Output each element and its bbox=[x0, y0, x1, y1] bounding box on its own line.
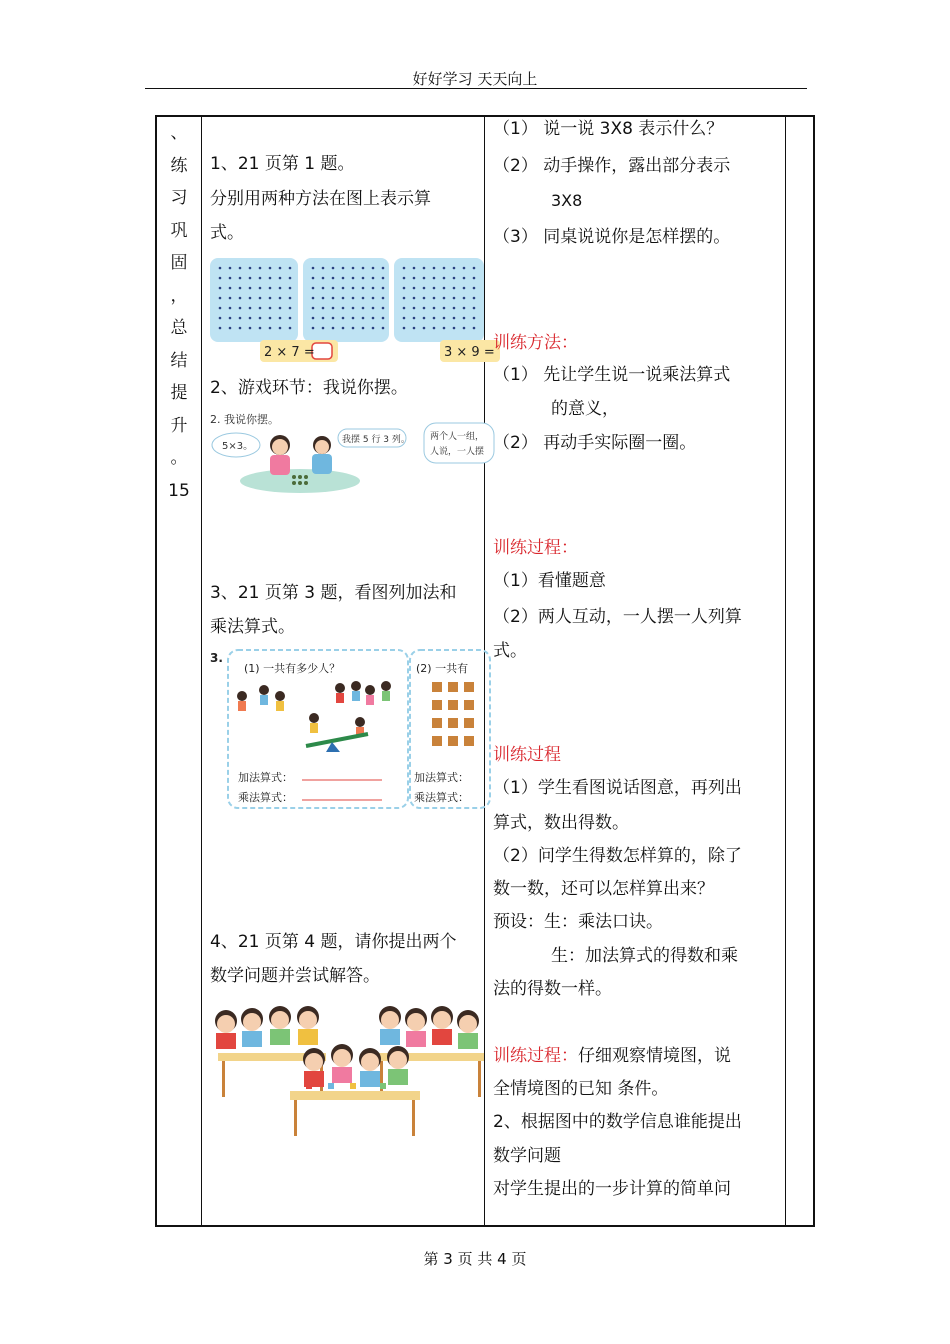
process-heading: 训练过程： bbox=[493, 538, 578, 558]
method-heading: 训练方法： bbox=[493, 333, 578, 353]
stage-char: 、 bbox=[170, 123, 188, 143]
q2-image-title: 2. 我说你摆。 bbox=[210, 413, 279, 426]
q3-sub-2: (2) 一共有 bbox=[416, 662, 469, 675]
stage-char: 提 bbox=[170, 383, 188, 403]
dot-grid-illustration bbox=[210, 256, 495, 360]
stage-char: 。 bbox=[170, 448, 188, 468]
q3-mul-label-2: 乘法算式： bbox=[414, 791, 469, 804]
process-line: 生：加法算式的得数和乘 bbox=[551, 946, 738, 966]
stage-char: 练 bbox=[170, 155, 188, 176]
guide-line: （1） 说一说 3X8 表示什么？ bbox=[493, 119, 724, 139]
page-header: 好好学习 天天向上 bbox=[412, 70, 538, 88]
guide-line: （2） 动手操作，露出部分表示 bbox=[493, 156, 731, 176]
header-rule bbox=[145, 88, 807, 89]
process-line: 预设：生：乘法口诀。 bbox=[493, 912, 663, 932]
stage-char: 总 bbox=[170, 318, 188, 338]
counting-illustration bbox=[210, 646, 484, 812]
process-line: （1）学生看图说话图意，再列出 bbox=[493, 778, 742, 798]
lesson-table bbox=[155, 115, 815, 1227]
stage-char: 巩 bbox=[170, 220, 188, 241]
process-line: 式。 bbox=[493, 641, 527, 661]
page-footer: 第 3 页 共 4 页 bbox=[423, 1250, 527, 1268]
process-heading: 训练过程： bbox=[493, 1046, 578, 1066]
q4-title: 数学问题并尝试解答。 bbox=[210, 966, 380, 986]
q1-formula-b: 3 × 9 = bbox=[444, 345, 495, 360]
stage-char: 结 bbox=[170, 350, 188, 371]
classroom-illustration bbox=[210, 999, 484, 1139]
q3-sub-1: (1) 一共有多少人？ bbox=[244, 662, 341, 675]
column-divider bbox=[201, 117, 202, 1225]
q1-title: 1、21 页第 1 题。 bbox=[210, 154, 355, 174]
q2-title: 2、游戏环节：我说你摆。 bbox=[210, 378, 408, 398]
q2-bubble-3b: 人说，一人摆 bbox=[430, 447, 485, 457]
column-divider bbox=[484, 117, 485, 1225]
stage-char: 习 bbox=[170, 188, 188, 208]
q3-label: 3. bbox=[210, 651, 223, 665]
process-line: （2）两人互动，一人摆一人列算 bbox=[493, 607, 742, 627]
stage-minutes: 15 bbox=[168, 480, 190, 501]
q1-desc: 分别用两种方法在图上表示算 bbox=[210, 189, 431, 209]
process-line: （2）问学生得数怎样算的，除了 bbox=[493, 846, 742, 866]
process-line: 数学问题 bbox=[493, 1146, 561, 1166]
q2-bubble-1: 5×3。 bbox=[222, 441, 254, 452]
process-line: 对学生提出的一步计算的简单问 bbox=[493, 1179, 731, 1199]
process-line: 法的得数一样。 bbox=[493, 979, 612, 999]
q4-title: 4、21 页第 4 题，请你提出两个 bbox=[210, 932, 457, 952]
guide-line: 3X8 bbox=[551, 191, 583, 210]
q3-add-label-2: 加法算式： bbox=[414, 771, 469, 784]
game-illustration bbox=[210, 409, 484, 499]
stage-char: ， bbox=[170, 285, 188, 306]
method-line: （2） 再动手实际圈一圈。 bbox=[493, 433, 697, 453]
method-line: （1） 先让学生说一说乘法算式 bbox=[493, 365, 731, 385]
column-divider bbox=[785, 117, 786, 1225]
q3-mul-label: 乘法算式： bbox=[238, 791, 293, 804]
q1-formula-a: 2 × 7 = bbox=[264, 345, 315, 360]
process-line bbox=[493, 1039, 731, 1073]
q3-title: 3、21 页第 3 题，看图列加法和 bbox=[210, 583, 457, 603]
process-heading: 训练过程 bbox=[493, 745, 561, 765]
stage-label-column bbox=[157, 117, 201, 507]
guide-line: （3） 同桌说说你是怎样摆的。 bbox=[493, 227, 731, 247]
process-line: （1）看懂题意 bbox=[493, 571, 606, 591]
q2-bubble-3a: 两个人一组， bbox=[430, 432, 485, 442]
stage-char: 固 bbox=[170, 253, 188, 273]
q3-title: 乘法算式。 bbox=[210, 617, 295, 637]
process-line: 数一数，还可以怎样算出来？ bbox=[493, 879, 714, 899]
process-line: 2、根据图中的数学信息谁能提出 bbox=[493, 1112, 742, 1132]
process-text: 仔细观察情境图，说 bbox=[578, 1046, 731, 1066]
process-line: 全情境图的已知 条件。 bbox=[493, 1079, 669, 1099]
method-line: 的意义， bbox=[551, 399, 619, 419]
stage-char: 升 bbox=[170, 415, 188, 436]
q2-bubble-2: 我摆 5 行 3 列。 bbox=[342, 435, 410, 445]
q3-add-label: 加法算式： bbox=[238, 771, 293, 784]
q1-desc: 式。 bbox=[210, 223, 244, 243]
process-line: 算式，数出得数。 bbox=[493, 813, 629, 833]
